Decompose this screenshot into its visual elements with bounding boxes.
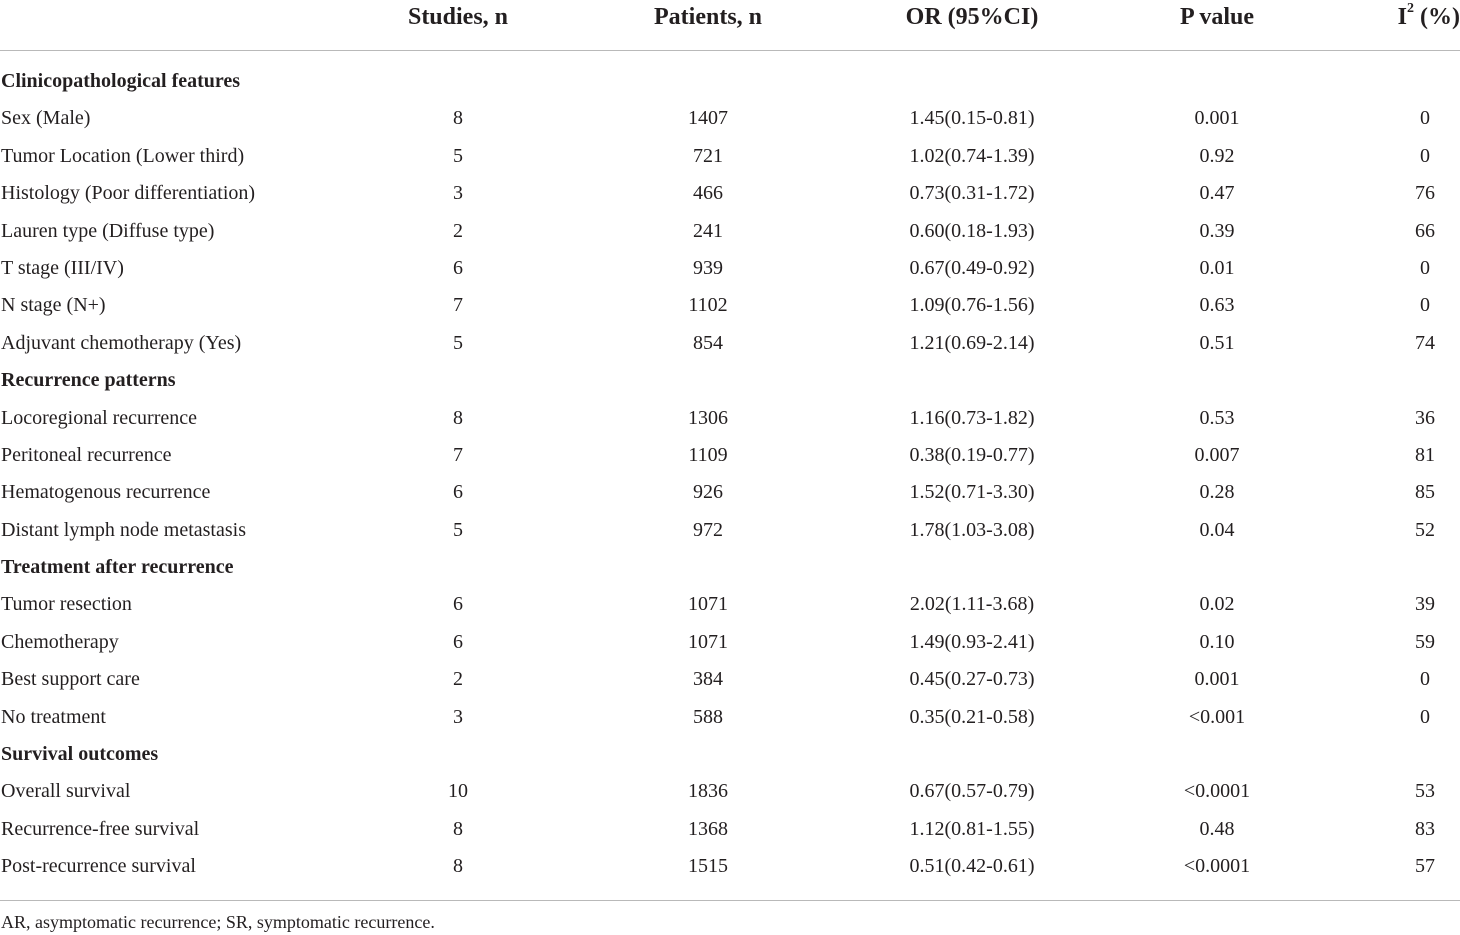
table-row [0,811,1460,848]
cell-studies: 10 [448,780,468,803]
table-row [0,586,1460,623]
cell-heterogeneity: 53 [1415,780,1435,803]
table-row [0,175,1460,212]
cell-patients: 1368 [688,817,728,840]
cell-patients: 1515 [688,855,728,878]
row-label: Locoregional recurrence [1,406,197,429]
cell-p-value: 0.92 [1199,144,1235,167]
row-label: Best support care [1,668,140,691]
cell-p-value: 0.39 [1199,219,1235,242]
cell-studies: 6 [453,630,463,653]
header-p-value: P value [1179,4,1254,30]
cell-studies: 8 [453,107,463,130]
cell-p-value: 0.02 [1199,593,1235,616]
row-label: Tumor Location (Lower third) [1,144,245,167]
cell-patients: 1071 [688,630,728,653]
cell-odds-ratio: 0.67(0.49-0.92) [909,256,1035,279]
cell-odds-ratio: 1.02(0.74-1.39) [909,144,1035,167]
cell-p-value: 0.01 [1199,256,1235,279]
cell-p-value: 0.28 [1199,481,1235,504]
cell-patients: 1836 [688,780,728,803]
cell-heterogeneity: 36 [1415,406,1435,429]
table-row [0,661,1460,698]
table-body [0,63,1460,886]
cell-patients: 384 [693,668,723,691]
section-title: Clinicopathological features [1,70,241,92]
row-label: Peritoneal recurrence [1,443,172,466]
cell-studies: 8 [453,406,463,429]
table-row [0,773,1460,810]
cell-odds-ratio: 1.45(0.15-0.81) [909,107,1035,130]
cell-patients: 1071 [688,593,728,616]
table-footnote: AR, asymptomatic recurrence; SR, symptomatic recurrence. [1,912,435,932]
row-label: Recurrence-free survival [1,817,200,840]
cell-heterogeneity: 66 [1415,219,1435,242]
table-bottom-rule [0,900,1460,901]
cell-heterogeneity: 0 [1420,294,1430,317]
cell-p-value: 0.10 [1199,630,1235,653]
cell-odds-ratio: 1.16(0.73-1.82) [909,406,1035,429]
cell-studies: 5 [453,518,463,541]
table-row [0,437,1460,474]
cell-odds-ratio: 1.12(0.81-1.55) [909,817,1035,840]
row-label: Post-recurrence survival [1,855,196,878]
cell-odds-ratio: 1.21(0.69-2.14) [909,331,1035,354]
cell-patients: 241 [693,219,723,242]
cell-studies: 2 [453,219,463,242]
cell-p-value: <0.001 [1188,705,1246,728]
cell-p-value: 0.04 [1199,518,1235,541]
cell-p-value: 0.001 [1194,668,1240,691]
cell-odds-ratio: 0.51(0.42-0.61) [909,855,1035,878]
row-label: Adjuvant chemotherapy (Yes) [1,331,242,354]
cell-patients: 466 [693,182,723,205]
cell-p-value: <0.0001 [1183,855,1251,878]
cell-p-value: <0.0001 [1183,780,1251,803]
cell-heterogeneity: 74 [1415,331,1435,354]
cell-p-value: 0.007 [1194,443,1240,466]
table-row [0,287,1460,324]
cell-odds-ratio: 0.45(0.27-0.73) [909,668,1035,691]
table-row [0,848,1460,885]
cell-odds-ratio: 2.02(1.11-3.68) [909,593,1035,616]
header-i2-unit: (%) [1414,4,1460,30]
header-patients: Patients, n [654,4,762,30]
section-row [0,549,1460,586]
cell-odds-ratio: 1.49(0.93-2.41) [909,630,1035,653]
cell-odds-ratio: 1.09(0.76-1.56) [909,294,1035,317]
cell-studies: 7 [453,294,463,317]
table-row [0,250,1460,287]
cell-odds-ratio: 0.73(0.31-1.72) [909,182,1035,205]
cell-heterogeneity: 76 [1415,182,1435,205]
cell-studies: 8 [453,855,463,878]
table-header-row [0,0,1460,51]
cell-heterogeneity: 39 [1415,593,1435,616]
cell-studies: 5 [453,331,463,354]
cell-heterogeneity: 52 [1415,518,1435,541]
cell-patients: 721 [693,144,723,167]
section-title: Recurrence patterns [1,369,176,392]
cell-patients: 854 [693,331,723,354]
cell-p-value: 0.47 [1199,182,1235,205]
row-label: Sex (Male) [1,107,91,130]
section-title: Survival outcomes [1,743,159,766]
table-row [0,100,1460,137]
cell-patients: 1109 [688,443,728,466]
cell-studies: 3 [453,182,463,205]
cell-odds-ratio: 0.67(0.57-0.79) [909,780,1035,803]
table-row [0,512,1460,549]
cell-odds-ratio: 0.60(0.18-1.93) [909,219,1035,242]
cell-studies: 7 [453,443,463,466]
cell-patients: 939 [693,256,723,279]
cell-heterogeneity: 0 [1420,144,1430,167]
cell-p-value: 0.48 [1199,817,1235,840]
header-heterogeneity [1370,0,1460,34]
table-row [0,325,1460,362]
cell-studies: 2 [453,668,463,691]
cell-heterogeneity: 81 [1415,443,1435,466]
table-row [0,213,1460,250]
header-i2-superscript: 2 [1407,1,1415,16]
cell-p-value: 0.001 [1194,107,1240,130]
cell-studies: 5 [453,144,463,167]
row-label: Distant lymph node metastasis [1,518,246,541]
row-label: Lauren type (Diffuse type) [1,219,215,242]
row-label: Histology (Poor differentiation) [1,182,256,205]
row-label: Tumor resection [1,593,132,616]
table-row [0,400,1460,437]
cell-p-value: 0.63 [1199,294,1235,317]
cell-studies: 6 [453,593,463,616]
row-label: Overall survival [1,780,131,803]
cell-patients: 1407 [688,107,728,130]
table-row [0,474,1460,511]
cell-heterogeneity: 0 [1420,668,1430,691]
cell-patients: 1102 [688,294,728,317]
cell-odds-ratio: 0.35(0.21-0.58) [909,705,1035,728]
section-row [0,362,1460,399]
table-row [0,699,1460,736]
table-row [0,624,1460,661]
row-label: No treatment [1,705,106,728]
cell-heterogeneity: 0 [1420,107,1430,130]
cell-studies: 3 [453,705,463,728]
cell-heterogeneity: 0 [1420,705,1430,728]
cell-patients: 926 [693,481,723,504]
cell-heterogeneity: 59 [1415,630,1435,653]
section-title: Treatment after recurrence [1,556,234,579]
cell-studies: 6 [453,256,463,279]
cell-patients: 588 [693,705,723,728]
cell-studies: 8 [453,817,463,840]
cell-heterogeneity: 85 [1415,481,1435,504]
row-label: N stage (N+) [1,294,106,317]
cell-studies: 6 [453,481,463,504]
section-row [0,63,1460,100]
cell-patients: 1306 [688,406,728,429]
section-row [0,736,1460,773]
cell-odds-ratio: 1.52(0.71-3.30) [909,481,1035,504]
row-label: Hematogenous recurrence [1,481,211,504]
cell-p-value: 0.53 [1199,406,1235,429]
cell-p-value: 0.51 [1199,331,1235,354]
cell-heterogeneity: 57 [1415,855,1435,878]
row-label: Chemotherapy [1,630,119,653]
header-odds-ratio: OR (95%CI) [905,4,1039,30]
cell-patients: 972 [693,518,723,541]
cell-odds-ratio: 0.38(0.19-0.77) [909,443,1035,466]
header-i2-base: I [1397,4,1408,30]
cell-odds-ratio: 1.78(1.03-3.08) [909,518,1035,541]
table-row [0,138,1460,175]
header-studies: Studies, n [407,4,509,30]
cell-heterogeneity: 83 [1415,817,1435,840]
cell-heterogeneity: 0 [1420,256,1430,279]
row-label: T stage (III/IV) [1,256,124,279]
